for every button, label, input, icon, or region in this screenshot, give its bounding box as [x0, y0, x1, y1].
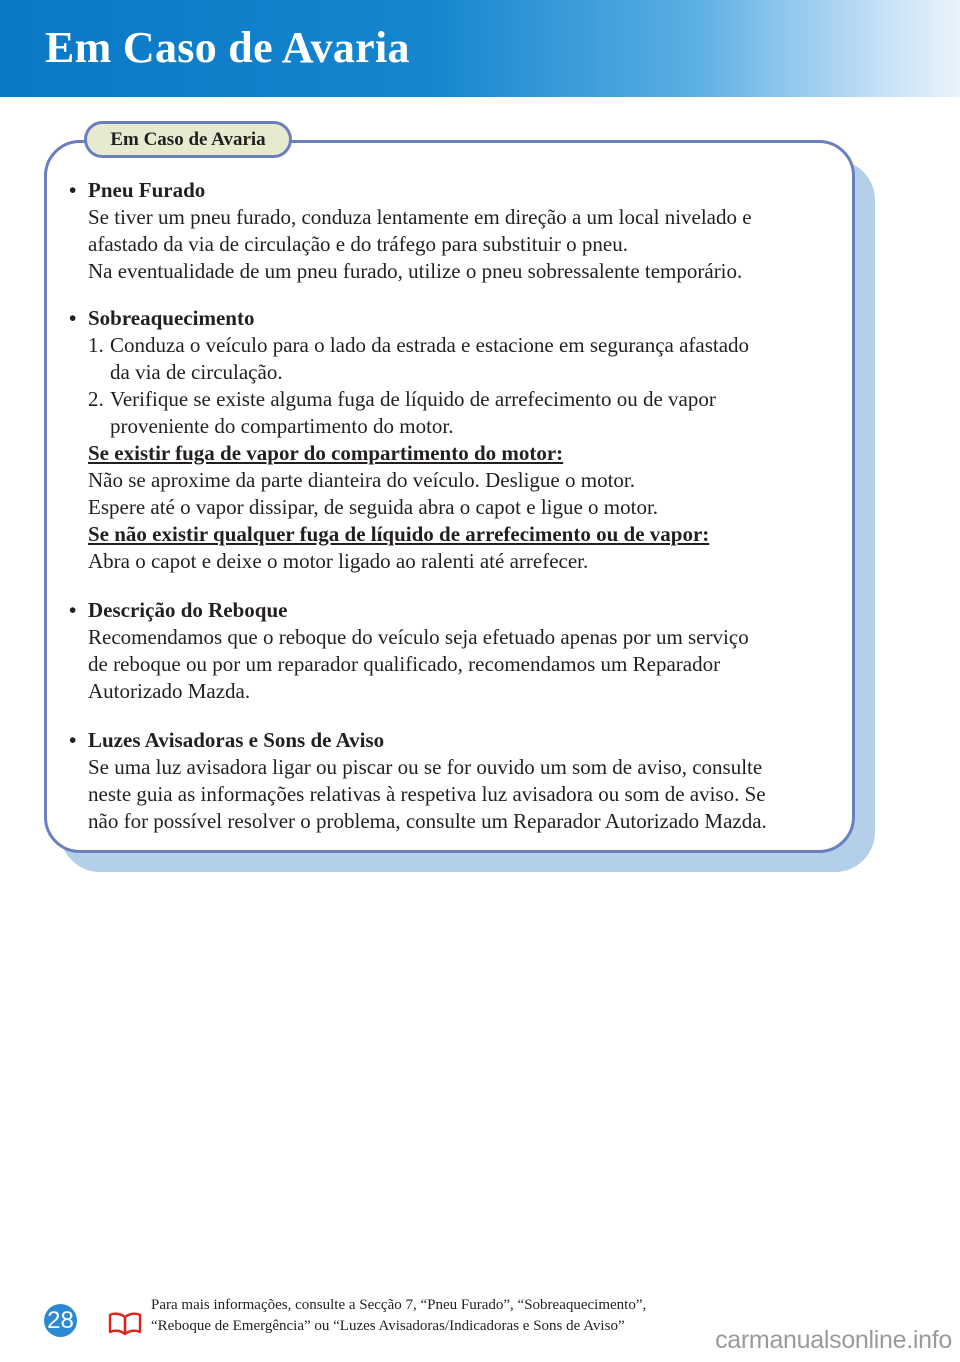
section-title: Luzes Avisadoras e Sons de Aviso: [88, 728, 385, 752]
text-line: de reboque ou por um reparador qualificado, recomendamos um Reparador: [88, 652, 721, 676]
text-line: Recomendamos que o reboque do veículo seja efetuado apenas por um serviço: [88, 625, 749, 649]
footer-line: Para mais informações, consulte a Secção 7, “Pneu Furado”, “Sobreaquecimento”,: [151, 1297, 647, 1313]
text-line: neste guia as informações relativas à respetiva luz avisadora ou som de aviso. Se: [88, 782, 766, 806]
text-line: Conduza o veículo para o lado da estrada e estacione em segurança afastado: [110, 333, 750, 357]
panel-tab-label: Em Caso de Avaria: [110, 128, 266, 150]
section-title: Pneu Furado: [88, 178, 206, 202]
bullet-icon: •: [69, 598, 77, 622]
section-title: Descrição do Reboque: [88, 598, 288, 622]
page-title: Em Caso de Avaria: [45, 23, 410, 72]
header-banner: [0, 0, 960, 97]
panel-tab: [84, 121, 292, 158]
footer-line: “Reboque de Emergência” ou “Luzes Avisadoras/Indicadoras e Sons de Aviso”: [151, 1318, 625, 1334]
section-title: Sobreaquecimento: [88, 306, 255, 330]
text-line: Se uma luz avisadora ligar ou piscar ou se for ouvido um som de aviso, consulte: [88, 755, 763, 779]
section-reboque: [66, 597, 826, 705]
watermark: carmanualsonline.info: [715, 1326, 952, 1354]
step-2: [88, 386, 826, 440]
panel-content: [66, 177, 826, 835]
text-line: Não se aproxime da parte dianteira do veículo. Desligue o motor.: [88, 468, 635, 492]
book-icon: [108, 1312, 142, 1336]
text-line: Na eventualidade de um pneu furado, utilize o pneu sobressalente temporário.: [88, 259, 743, 283]
text-line: da via de circulação.: [110, 360, 283, 384]
text-line: Abra o capot e deixe o motor ligado ao ralenti até arrefecer.: [88, 549, 589, 573]
case-heading: Se existir fuga de vapor do compartimento do motor:: [88, 441, 564, 465]
section-sobreaquecimento: [66, 305, 826, 575]
bullet-icon: •: [69, 306, 77, 330]
text-line: Espere até o vapor dissipar, de seguida abra o capot e ligue o motor.: [88, 495, 659, 519]
section-pneu-furado: [66, 177, 826, 285]
step-number: 1.: [88, 333, 104, 357]
text-line: Verifique se existe alguma fuga de líquido de arrefecimento ou de vapor: [110, 387, 716, 411]
bullet-icon: •: [69, 178, 77, 202]
text-line: Autorizado Mazda.: [88, 679, 251, 703]
text-line: afastado da via de circulação e do tráfego para substituir o pneu.: [88, 232, 628, 256]
page-number-badge: 28: [44, 1304, 77, 1337]
bullet-icon: •: [69, 728, 77, 752]
step-1: [88, 332, 826, 386]
text-line: não for possível resolver o problema, consulte um Reparador Autorizado Mazda.: [88, 809, 767, 833]
text-line: Se tiver um pneu furado, conduza lentamente em direção a um local nivelado e: [88, 205, 752, 229]
step-number: 2.: [88, 387, 104, 411]
case-heading: Se não existir qualquer fuga de líquido de arrefecimento ou de vapor:: [88, 522, 710, 546]
text-line: proveniente do compartimento do motor.: [110, 414, 454, 438]
section-luzes: [66, 727, 826, 835]
